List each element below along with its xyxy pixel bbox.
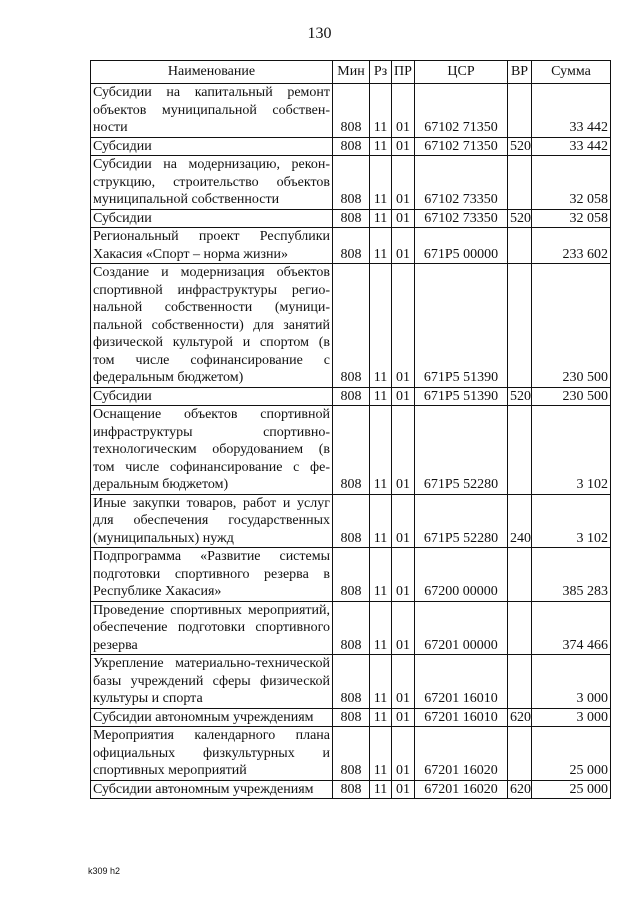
cell-min: 808 [333,387,370,406]
cell-min: 808 [333,655,370,709]
cell-name: Субсидии на капитальный ремонт объектов муниципальной собственности [91,84,333,138]
cell-csr: 671P5 00000 [415,228,508,264]
cell-csr: 671P5 51390 [415,264,508,388]
cell-name: Подпрограмма «Развитие системы подготовки спортивного резерва в Республике Хакасия» [91,548,333,602]
cell-rz: 11 [370,655,392,709]
cell-pr: 01 [392,494,415,548]
table-row [91,387,611,406]
table-row [91,137,611,156]
cell-vr [508,264,532,388]
cell-vr: 240 [508,494,532,548]
cell-pr: 01 [392,548,415,602]
cell-vr [508,727,532,781]
cell-pr: 01 [392,708,415,727]
cell-csr: 671P5 52280 [415,406,508,495]
cell-pr: 01 [392,209,415,228]
cell-sum: 33 442 [532,137,611,156]
cell-csr: 671P5 52280 [415,494,508,548]
cell-name: Субсидии [91,387,333,406]
header-name: Наименование [91,61,333,84]
cell-name: Субсидии автономным учреждениям [91,708,333,727]
cell-rz: 11 [370,137,392,156]
cell-vr [508,655,532,709]
cell-sum: 32 058 [532,156,611,210]
cell-name: Субсидии автономным учреждениям [91,780,333,799]
cell-rz: 11 [370,548,392,602]
cell-csr: 67201 16020 [415,780,508,799]
cell-min: 808 [333,264,370,388]
cell-min: 808 [333,406,370,495]
cell-min: 808 [333,84,370,138]
cell-rz: 11 [370,601,392,655]
cell-rz: 11 [370,406,392,495]
header-rz: Рз [370,61,392,84]
table-row [91,494,611,548]
cell-pr: 01 [392,406,415,495]
cell-name: Субсидии на модернизацию, реконструкцию, строительство объектов муниципальной собственности [91,156,333,210]
cell-min: 808 [333,548,370,602]
table-body [91,84,611,799]
header-csr: ЦСР [415,61,508,84]
header-sum: Сумма [532,61,611,84]
cell-csr: 67201 16010 [415,708,508,727]
table-row [91,780,611,799]
cell-csr: 67102 73350 [415,209,508,228]
cell-rz: 11 [370,780,392,799]
cell-name: Региональный проект Республики Хакасия «Спорт – норма жизни» [91,228,333,264]
cell-rz: 11 [370,228,392,264]
cell-sum: 230 500 [532,387,611,406]
cell-pr: 01 [392,264,415,388]
cell-vr: 520 [508,209,532,228]
cell-vr [508,601,532,655]
cell-sum: 32 058 [532,209,611,228]
table-row [91,406,611,495]
cell-name: Мероприятия календарного плана официальных физкультурных и спортивных мероприятий [91,727,333,781]
cell-rz: 11 [370,209,392,228]
cell-sum: 33 442 [532,84,611,138]
cell-min: 808 [333,494,370,548]
cell-sum: 374 466 [532,601,611,655]
cell-sum: 3 000 [532,708,611,727]
table-row [91,708,611,727]
table-row [91,264,611,388]
cell-vr [508,156,532,210]
cell-min: 808 [333,228,370,264]
cell-vr: 620 [508,708,532,727]
cell-sum: 233 602 [532,228,611,264]
cell-sum: 230 500 [532,264,611,388]
table-row [91,228,611,264]
cell-name: Проведение спортивных мероприятий, обеспечение подготовки спортивного резерва [91,601,333,655]
cell-pr: 01 [392,387,415,406]
cell-csr: 67201 16020 [415,727,508,781]
cell-vr [508,406,532,495]
cell-csr: 67201 16010 [415,655,508,709]
budget-table [90,60,611,799]
header-pr: ПР [392,61,415,84]
cell-vr: 520 [508,137,532,156]
cell-vr [508,228,532,264]
cell-sum: 3 000 [532,655,611,709]
table-row [91,655,611,709]
cell-rz: 11 [370,156,392,210]
cell-pr: 01 [392,780,415,799]
cell-csr: 671P5 51390 [415,387,508,406]
table-row [91,601,611,655]
cell-name: Субсидии [91,209,333,228]
cell-pr: 01 [392,601,415,655]
table-row [91,727,611,781]
cell-sum: 25 000 [532,727,611,781]
cell-csr: 67102 73350 [415,156,508,210]
cell-min: 808 [333,137,370,156]
cell-rz: 11 [370,494,392,548]
cell-name: Субсидии [91,137,333,156]
cell-rz: 11 [370,727,392,781]
cell-pr: 01 [392,727,415,781]
cell-pr: 01 [392,84,415,138]
cell-name: Создание и модернизация объектов спортивной инфраструктуры региональной собственности (муниципальной собственности) для занятий физической культурой и спортом (в том числе софинансирование с федеральным бюджетом) [91,264,333,388]
cell-min: 808 [333,780,370,799]
table-row [91,156,611,210]
cell-rz: 11 [370,387,392,406]
table-row [91,84,611,138]
cell-csr: 67102 71350 [415,137,508,156]
cell-vr: 620 [508,780,532,799]
cell-min: 808 [333,601,370,655]
cell-pr: 01 [392,228,415,264]
cell-sum: 25 000 [532,780,611,799]
cell-csr: 67200 00000 [415,548,508,602]
cell-pr: 01 [392,156,415,210]
cell-rz: 11 [370,84,392,138]
table-header-row [91,61,611,84]
cell-name: Иные закупки товаров, работ и услуг для обеспечения государственных (муниципальных) нужд [91,494,333,548]
cell-rz: 11 [370,264,392,388]
cell-pr: 01 [392,655,415,709]
page-number: 130 [307,25,332,42]
cell-min: 808 [333,708,370,727]
cell-csr: 67201 00000 [415,601,508,655]
cell-sum: 3 102 [532,494,611,548]
cell-name: Укрепление материально-технической базы учреждений сферы физической культуры и спорта [91,655,333,709]
cell-csr: 67102 71350 [415,84,508,138]
cell-name: Оснащение объектов спортивной инфраструктуры спортивно-технологическим оборудованием (в том числе софинансирование с федеральным бюджетом) [91,406,333,495]
cell-sum: 3 102 [532,406,611,495]
header-min: Мин [333,61,370,84]
cell-pr: 01 [392,137,415,156]
document-code: k309 h2 [88,866,121,876]
cell-vr [508,84,532,138]
cell-rz: 11 [370,708,392,727]
table-row [91,209,611,228]
cell-min: 808 [333,727,370,781]
cell-min: 808 [333,156,370,210]
header-vr: ВР [508,61,532,84]
table-row [91,548,611,602]
cell-min: 808 [333,209,370,228]
cell-sum: 385 283 [532,548,611,602]
cell-vr [508,548,532,602]
cell-vr: 520 [508,387,532,406]
